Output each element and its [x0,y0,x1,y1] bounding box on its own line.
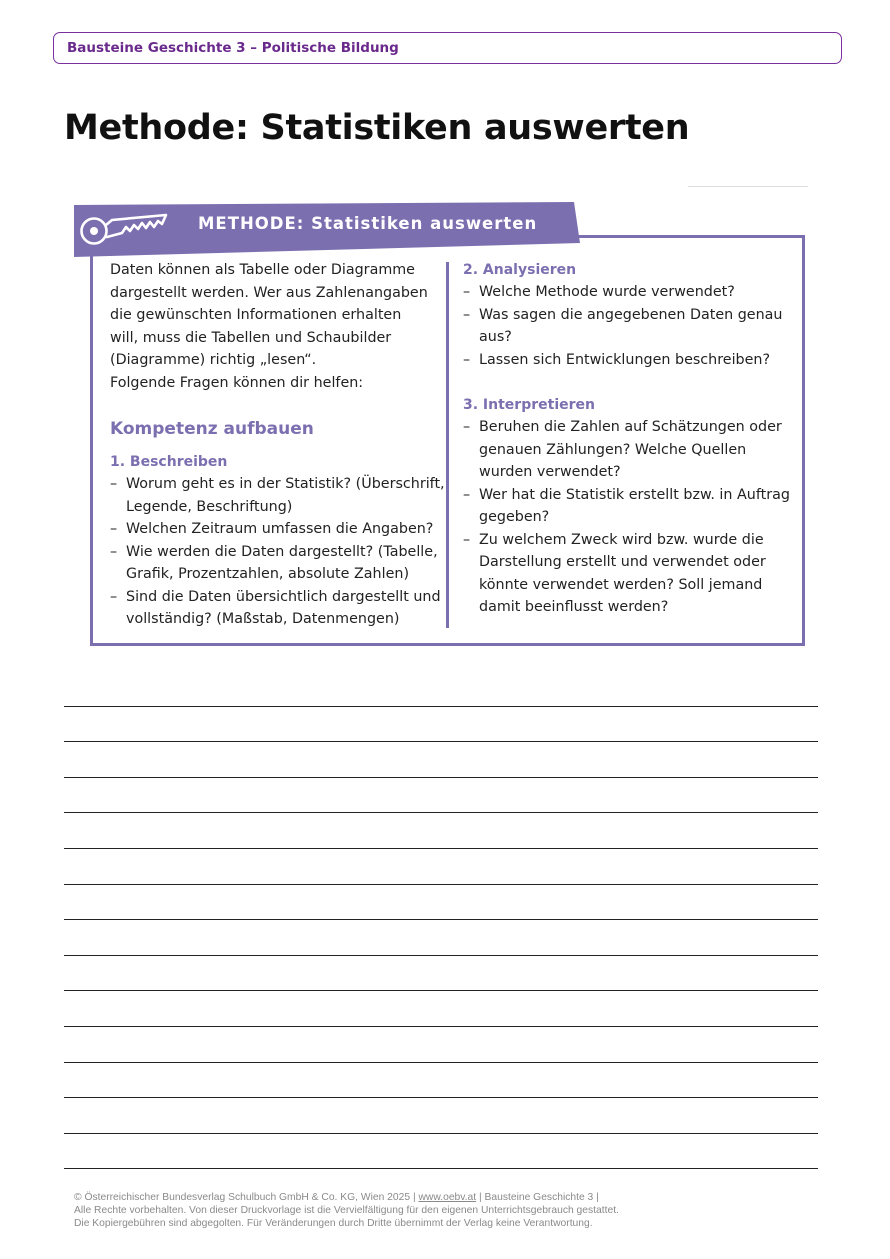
footer [74,1191,619,1230]
intro-line: die gewünschten Informationen erhalten [110,307,402,323]
section-heading-analysieren: 2. Analysieren [463,262,577,278]
list-item: – Lassen sich Entwicklungen beschreiben? [463,349,793,372]
list-item: – Was sagen die angegebenen Daten genau aus? [463,304,793,349]
list-item: – Sind die Daten übersichtlich dargestellt und vollständig? (Maßstab, Datenmengen) [110,586,440,631]
intro-line: will, muss die Tabellen und Schaubilder [110,329,392,346]
writing-line[interactable] [64,990,818,991]
column-divider [446,262,449,628]
series-title: Bausteine Geschichte 3 – Politische Bildung [67,40,399,56]
writing-line[interactable] [64,955,818,956]
writing-line[interactable] [64,777,818,778]
writing-line[interactable] [64,1133,818,1134]
competence-heading: Kompetenz aufbauen [110,419,314,439]
intro-line: Daten können als Tabelle oder Diagramme [110,262,415,278]
list-item: – Wie werden die Daten dargestellt? (Tabelle, Grafik, Prozentzahlen, absolute Zahlen) [110,541,440,586]
publisher-link[interactable]: www.oebv.at [418,1192,477,1203]
section-heading-interpretieren: 3. Interpretieren [463,397,595,413]
intro-text [110,259,440,394]
writing-line[interactable] [64,884,818,885]
writing-line[interactable] [64,812,818,813]
divider [688,186,808,187]
list-item: – Worum geht es in der Statistik? (Überschrift, Legende, Beschriftung) [110,473,440,518]
footer-line: Die Kopiergebühren sind abgegolten. Für Veränderungen durch Dritte übernimmt der Verlag keine Verantwortung. [74,1218,593,1229]
page-title: Methode: Statistiken auswerten [64,108,690,148]
intro-line: dargestellt werden. Wer aus Zahlenangaben [110,284,428,301]
writing-line[interactable] [64,1097,818,1098]
header-box [53,32,842,64]
list-item: – Zu welchem Zweck wird bzw. wurde die Darstellung erstellt und verwendet oder könnte verwendet werden? Soll jemand damit beeinflusst werden? [463,529,793,619]
section-heading-beschreiben: 1. Beschreiben [110,454,228,470]
intro-line: Folgende Fragen können dir helfen: [110,374,364,391]
writing-line[interactable] [64,1168,818,1169]
footer-line: Alle Rechte vorbehalten. Von dieser Druckvorlage ist die Vervielfältigung für den eigenen Unterrichtsgebrauch gestattet. [74,1205,619,1216]
list-item: – Welche Methode wurde verwendet? [463,281,793,304]
writing-line[interactable] [64,706,818,707]
writing-line[interactable] [64,741,818,742]
method-left-column [110,259,445,631]
writing-line[interactable] [64,1062,818,1063]
writing-line[interactable] [64,848,818,849]
method-right-column [463,259,793,619]
writing-line[interactable] [64,1026,818,1027]
writing-line[interactable] [64,919,818,920]
list-item: – Wer hat die Statistik erstellt bzw. in Auftrag gegeben? [463,484,793,529]
list-item: – Welchen Zeitraum umfassen die Angaben? [110,518,440,541]
list-item: – Beruhen die Zahlen auf Schätzungen oder genauen Zählungen? Welche Quellen wurden verwendet? [463,416,793,484]
footer-line: © Österreichischer Bundesverlag Schulbuch GmbH & Co. KG, Wien 2025 | www.oebv.at | Bausteine Geschichte 3 | [74,1192,599,1203]
intro-line: (Diagramme) richtig „lesen“. [110,352,317,368]
method-banner-title: METHODE: Statistiken auswerten [198,214,538,233]
